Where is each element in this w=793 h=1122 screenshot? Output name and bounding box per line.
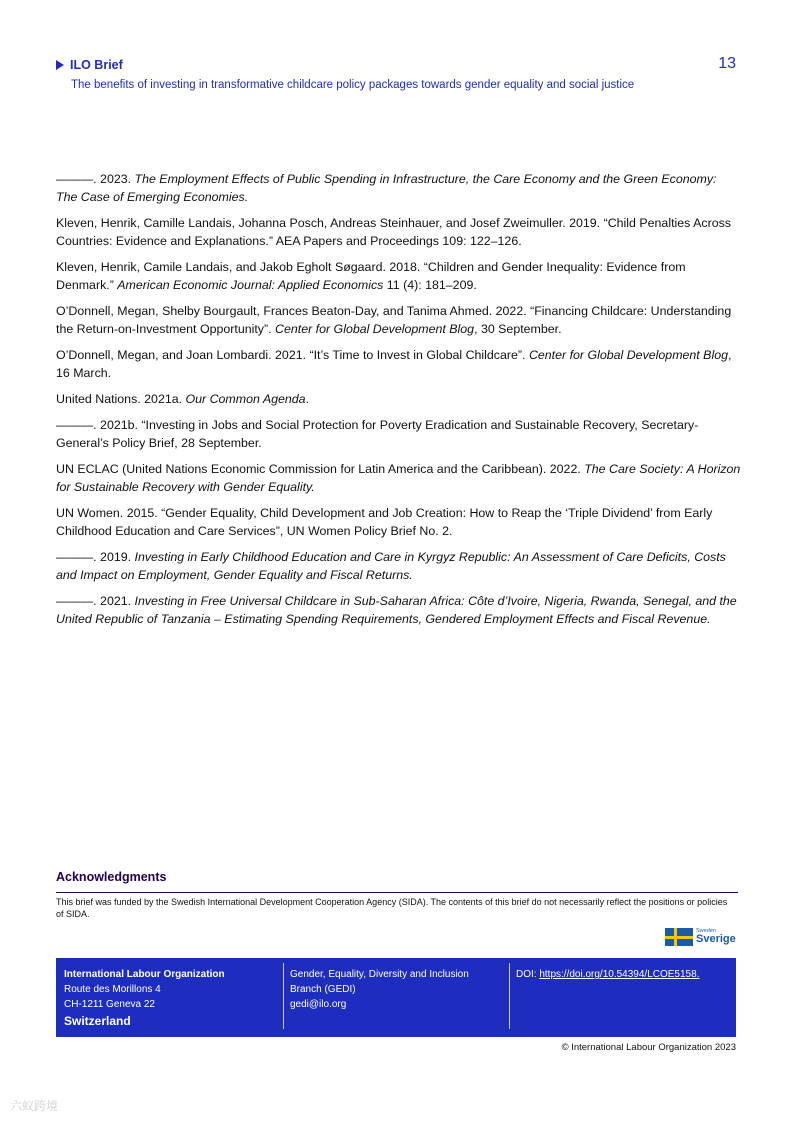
reference-item: O’Donnell, Megan, Shelby Bourgault, Frances Beaton-Day, and Tanima Ahmed. 2022. “Financing Childcare: Understanding the Return-on-Investment Opportunity”. Center for Global Development Blog, 30 September. xyxy=(56,304,732,336)
page-number: 13 xyxy=(718,55,736,72)
email-link[interactable]: gedi@ilo.org xyxy=(290,999,347,1010)
logo-big-text: Sverige xyxy=(696,933,736,946)
series-title: ILO Brief xyxy=(70,58,123,72)
reference-item: ———. 2021b. “Investing in Jobs and Social Protection for Poverty Eradication and Sustainable Recovery, Secretary-General’s Policy Brief, 28 September. xyxy=(56,418,699,450)
reference-item: United Nations. 2021a. Our Common Agenda. xyxy=(56,392,310,406)
brief-subtitle: The benefits of investing in transformative childcare policy packages towards gender equality and social justice xyxy=(71,79,635,91)
address-column xyxy=(64,967,279,1029)
branch-column xyxy=(290,967,505,1012)
acknowledgments-title: Acknowledgments xyxy=(56,870,167,884)
divider xyxy=(509,963,510,1029)
series-line xyxy=(56,58,738,72)
references-list xyxy=(56,170,741,636)
doi-label: DOI: xyxy=(516,969,540,980)
acknowledgments-text: This brief was funded by the Swedish International Development Cooperation Agency (SIDA). The contents of this brief do not necessarily reflect the positions or policies of SIDA. xyxy=(56,897,728,919)
copyright: © International Labour Organization 2023 xyxy=(561,1042,736,1053)
sweden-logo xyxy=(665,928,736,946)
swedish-flag-icon xyxy=(665,928,693,946)
reference-item: UN Women. 2015. “Gender Equality, Child Development and Job Creation: How to Reap the ‘Triple Dividend’ from Early Childhood Education and Care Services”, UN Women Policy Brief No. 2. xyxy=(56,506,713,538)
reference-item: Kleven, Henrik, Camille Landais, Johanna Posch, Andreas Steinhauer, and Josef Zweimuller. 2019. “Child Penalties Across Countries: Evidence and Explanations.” AEA Papers and Proceedings 109: 122–126. xyxy=(56,216,731,248)
divider xyxy=(283,963,284,1029)
doi-link[interactable]: https://doi.org/10.54394/LCOE5158. xyxy=(539,969,700,980)
reference-item: ———. 2021. Investing in Free Universal Childcare in Sub-Saharan Africa: Côte d’Ivoire, Nigeria, Rwanda, Senegal, and the United Republic of Tanzania – Estimating Spending Requirements, Gendered Employment Effects and Fiscal Revenue. xyxy=(56,594,737,626)
branch-line-2: Branch (GEDI) xyxy=(290,984,356,995)
address-line-1: Route des Morillons 4 xyxy=(64,984,161,995)
address-line-2: CH-1211 Geneva 22 xyxy=(64,999,155,1010)
triangle-icon xyxy=(56,60,64,70)
contact-footer xyxy=(56,958,736,1037)
reference-item: ———. 2019. Investing in Early Childhood Education and Care in Kyrgyz Republic: An Assessment of Care Deficits, Costs and Impact on Employment, Gender Equality and Fiscal Returns. xyxy=(56,550,726,582)
reference-item: ———. 2023. The Employment Effects of Public Spending in Infrastructure, the Care Economy and the Green Economy: The Case of Emerging Economies. xyxy=(56,172,717,204)
reference-item: Kleven, Henrik, Camile Landais, and Jakob Egholt Søgaard. 2018. “Children and Gender Inequality: Evidence from Denmark.” American Economic Journal: Applied Economics 11 (4): 181–209. xyxy=(56,260,686,292)
doi-column xyxy=(516,967,731,982)
org-name: International Labour Organization xyxy=(64,969,225,980)
logo-small-text: Sweden xyxy=(696,927,716,934)
branch-line-1: Gender, Equality, Diversity and Inclusion xyxy=(290,969,469,980)
page-header xyxy=(56,55,738,91)
reference-item: O’Donnell, Megan, and Joan Lombardi. 2021. “It’s Time to Invest in Global Childcare”. Center for Global Development Blog, 16 March. xyxy=(56,348,732,380)
watermark: 六蚁跨境 xyxy=(10,1099,59,1113)
reference-item: UN ECLAC (United Nations Economic Commission for Latin America and the Caribbean). 2022. The Care Society: A Horizon for Sustainable Recovery with Gender Equality. xyxy=(56,462,741,494)
divider xyxy=(56,892,738,893)
country: Switzerland xyxy=(64,1014,131,1028)
